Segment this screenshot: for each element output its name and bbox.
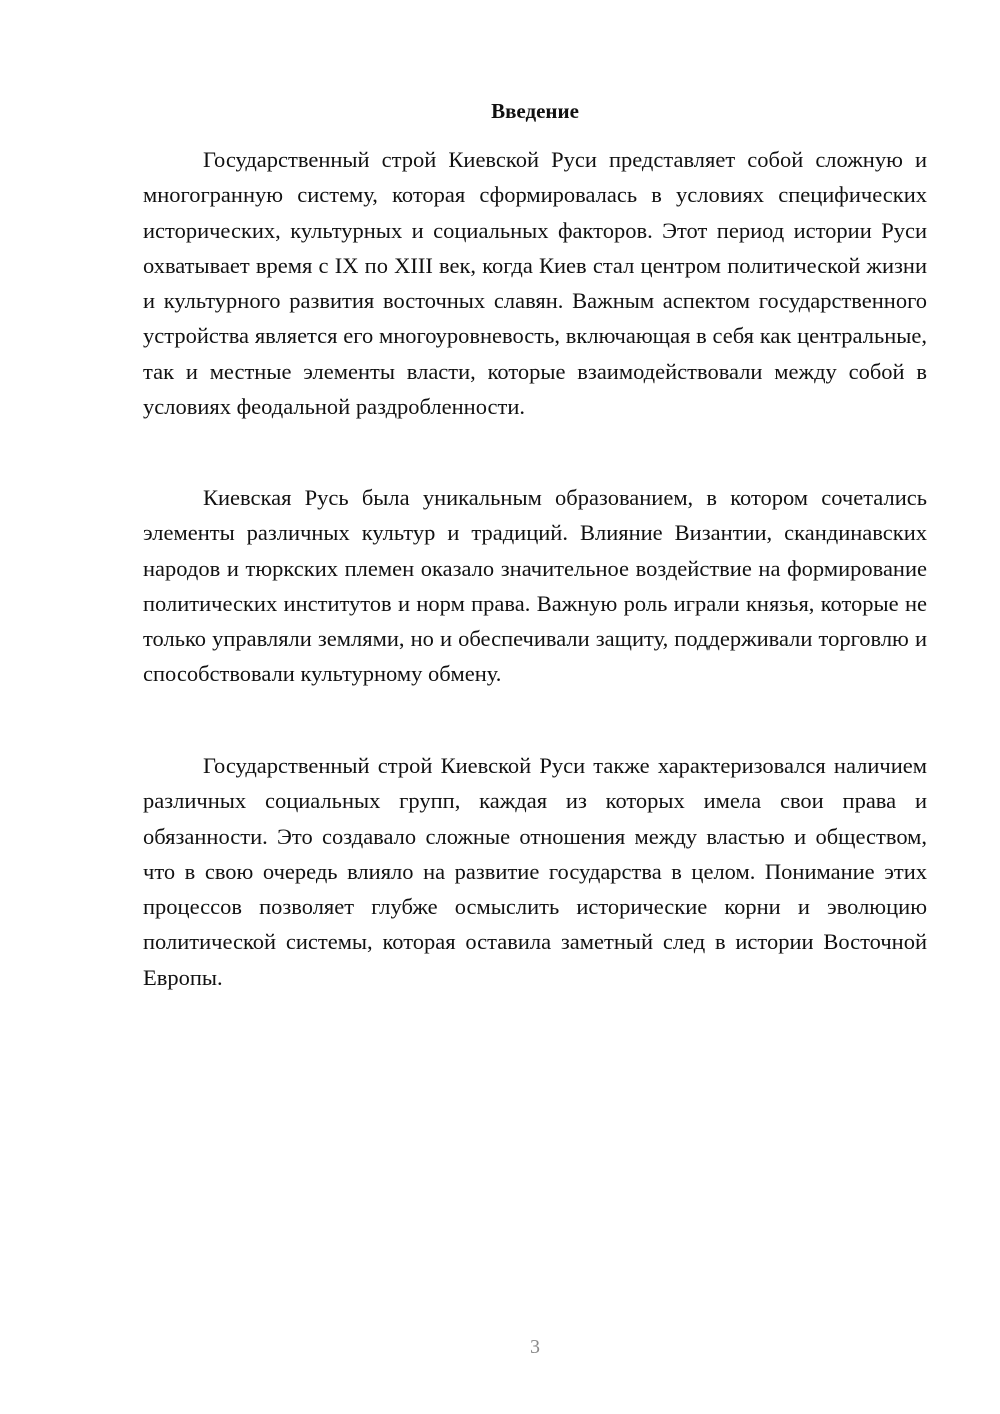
paragraph-3: Государственный строй Киевской Руси также характеризовался наличием различных социальных групп, каждая из которых имела свои права и обязанности. Это создавало сложные отношения между властью и обществом, что в свою очередь влияло на развитие государства в целом. Понимание этих процессов позволяет глубже осмыслить исторические корни и эволюцию политической системы, которая оставила заметный след в истории Восточной Европы. <box>143 753 927 990</box>
section-heading: Введение <box>491 99 579 123</box>
paragraph-2: Киевская Русь была уникальным образованием, в котором сочетались элементы различных культур и традиций. Влияние Византии, скандинавских народов и тюркских племен оказало значительное воздействие на формирование политических институтов и норм права. Важную роль играли князья, которые не только управляли землями, но и обеспечивали защиту, поддерживали торговлю и способствовали культурному обмену. <box>143 485 927 687</box>
paragraph-1: Государственный строй Киевской Руси представляет собой сложную и многогранную систему, которая сформировалась в условиях специфических исторических, культурных и социальных факторов. Этот период истории Руси охватывает время с IX по XIII век, когда Киев стал центром политической жизни и культурного развития восточных славян. Важным аспектом государственного устройства является его многоуровневость, включающая в себя как центральные, так и местные элементы власти, которые взаимодействовали между собой в условиях феодальной раздробленности. <box>143 147 927 420</box>
page-number: 3 <box>530 1336 540 1358</box>
